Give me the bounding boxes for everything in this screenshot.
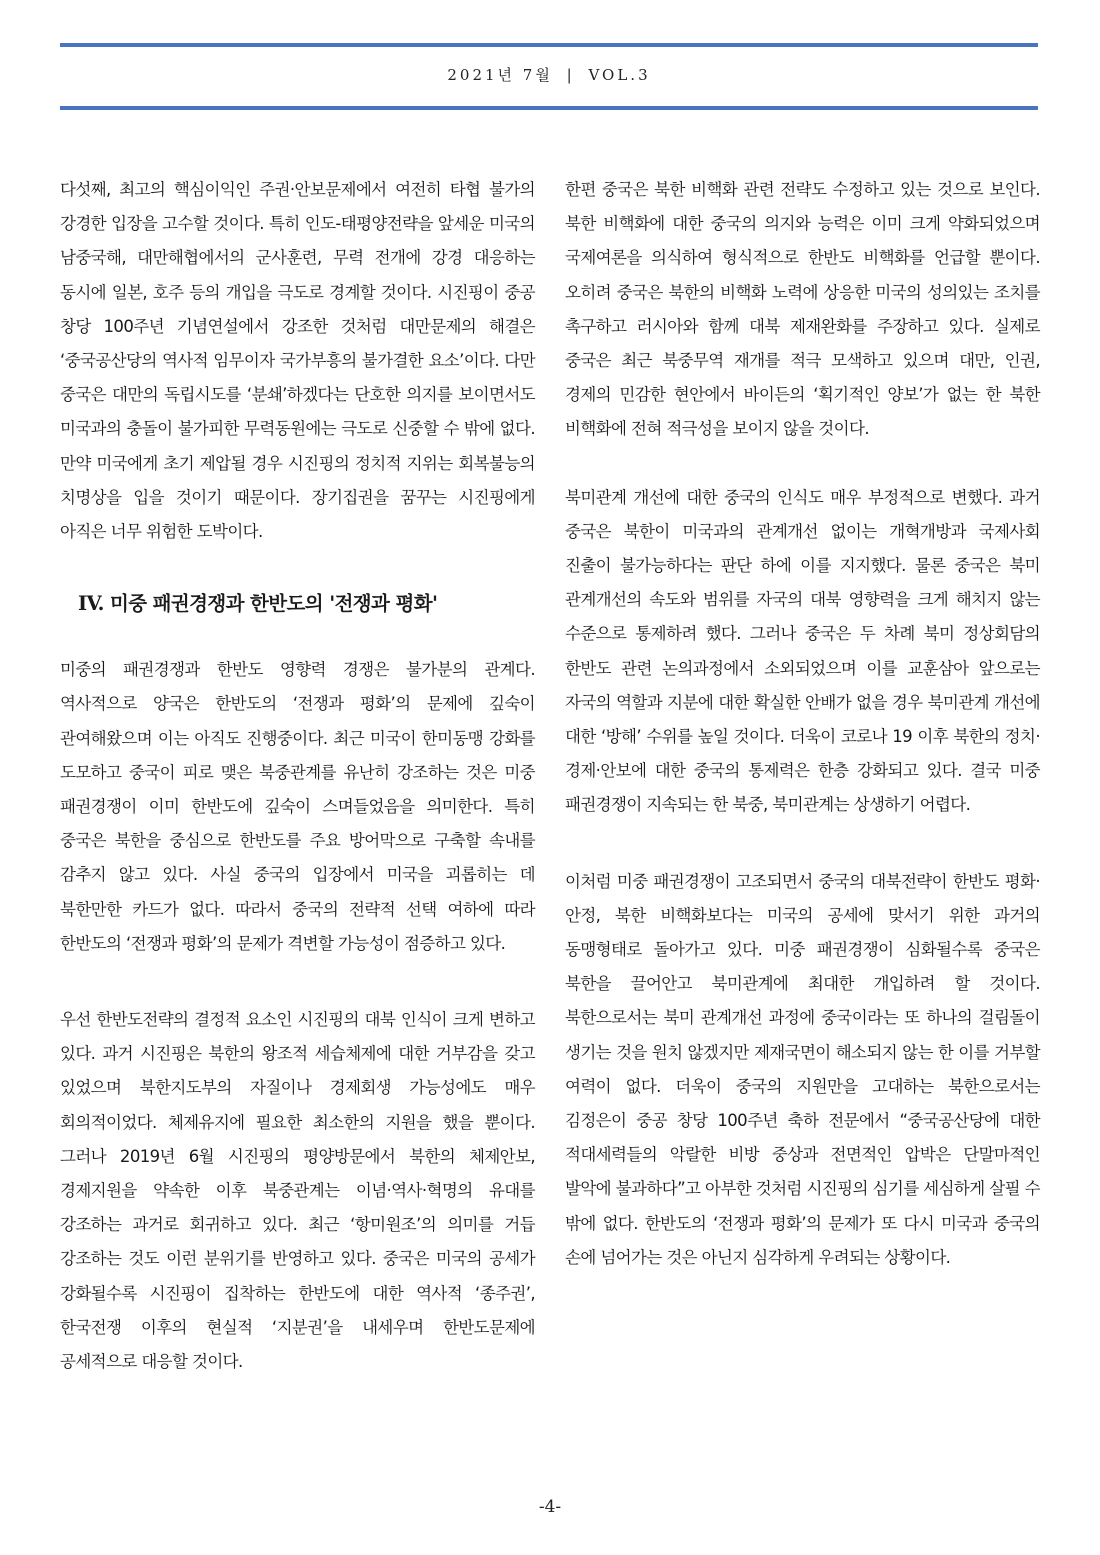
paragraph: 우선 한반도전략의 결정적 요소인 시진핑의 대북 인식이 크게 변하고 있다. 과거 시진핑은 북한의 왕조적 세습체제에 대한 거부감을 갖고 있었으며 북한지도부의 자질이나 경제회생 가능성에도 매우 회의적이었다. 체제유지에 필요한 최소한의 지원을 했을 뿐이다. 그러나 2019년 6월 시진핑의 평양방문에서 북한의 체제안보, 경제지원을 약속한 이후 북중관계는 이념·역사·혁명의 유대를 강조하는 과거로 회귀하고 있다. 최근 ‘항미원조’의 의미를 거듭 강조하는 것도 이런 분위기를 반영하고 있다. 중국은 미국의 공세가 강화될수록 시진핑이 집착하는 한반도에 대한 역사적 ‘종주권’, 한국전쟁 이후의 현실적 ‘지분권’을 내세우며 한반도문제에 공세적으로 대응할 것이다. — [60, 1010, 535, 1372]
right-column — [565, 173, 1040, 1275]
header-bottom-rule — [60, 106, 1038, 110]
paragraph: 다섯째, 최고의 핵심이익인 주권·안보문제에서 여전히 타협 불가의 강경한 입장을 고수할 것이다. 특히 인도-태평양전략을 앞세운 미국의 남중국해, 대만해협에서의 군사훈련, 무력 전개에 강경 대응하는 동시에 일본, 호주 등의 개입을 극도로 경계할 것이다. 시진핑이 중공 창당 100주년 기념연설에서 강조한 것처럼 대만문제의 해결은 ‘중국공산당의 역사적 임무이자 국가부흥의 불가결한 요소’이다. 다만 중국은 대만의 독립시도를 ‘분쇄’하겠다는 단호한 의지를 보이면서도 미국과의 충돌이 불가피한 무력동원에는 극도로 신중할 수 밖에 없다. 만약 미국에게 초기 제압될 경우 시진핑의 정치적 지위는 회복불능의 치명상을 입을 것이기 때문이다. 장기집권을 꿈꾸는 시진핑에게 아직은 너무 위험한 도박이다. — [60, 180, 535, 542]
header-top-rule — [60, 43, 1038, 47]
paragraph: 북미관계 개선에 대한 중국의 인식도 매우 부정적으로 변했다. 과거 중국은 북한이 미국과의 관계개선 없이는 개혁개방과 국제사회 진출이 불가능하다는 판단 하에 이를 지지했다. 물론 중국은 북미 관계개선의 속도와 범위를 자국의 대북 영향력을 크게 해치지 않는 수준으로 통제하려 했다. 그러나 중국은 두 차례 북미 정상회담의 한반도 관련 논의과정에서 소외되었으며 이를 교훈삼아 앞으로는 자국의 역할과 지분에 대한 확실한 안배가 없을 경우 북미관계 개선에 대한 ‘방해’ 수위를 높일 것이다. 더욱이 코로나 19 이후 북한의 정치·경제·안보에 대한 중국의 통제력은 한층 강화되고 있다. 결국 미중 패권경쟁이 지속되는 한 북중, 북미관계는 상생하기 어렵다. — [565, 487, 1040, 815]
page-number: -4- — [538, 1497, 562, 1517]
paragraph: 이처럼 미중 패권경쟁이 고조되면서 중국의 대북전략이 한반도 평화·안정, 북한 비핵화보다는 미국의 공세에 맞서기 위한 과거의 동맹형태로 돌아가고 있다. 미중 패권경쟁이 심화될수록 중국은 북한을 끌어안고 북미관계에 최대한 개입하려 할 것이다. 북한으로서는 북미 관계개선 과정에 중국이라는 또 하나의 걸림돌이 생기는 것을 원치 않겠지만 제재국면이 해소되지 않는 한 이를 거부할 여력이 없다. 더욱이 중국의 지원만을 고대하는 북한으로서는 김정은이 중공 창당 100주년 축하 전문에서 “중국공산당에 대한 적대세력들의 악랄한 비방 중상과 전면적인 압박은 단말마적인 발악에 불과하다”고 아부한 것처럼 시진핑의 심기를 세심하게 살필 수 밖에 없다. 한반도의 ‘전쟁과 평화’의 문제가 또 다시 미국과 중국의 손에 넘어가는 것은 아닌지 심각하게 우려되는 상황이다. — [565, 871, 1040, 1267]
header-date: 2021년 7월 — [447, 66, 553, 84]
paragraph: 미중의 패권경쟁과 한반도 영향력 경쟁은 불가분의 관계다. 역사적으로 양국은 한반도의 ‘전쟁과 평화’의 문제에 깊숙이 관여해왔으며 이는 아직도 진행중이다. 최근 미국이 한미동맹 강화를 도모하고 중국이 피로 맺은 북중관계를 유난히 강조하는 것은 미중 패권경쟁이 이미 한반도에 깊숙이 스며들었음을 의미한다. 특히 중국은 북한을 중심으로 한반도를 주요 방어막으로 구축할 속내를 감추지 않고 있다. 사실 중국의 입장에서 미국을 괴롭히는 데 북한만한 카드가 없다. 따라서 중국의 전략적 선택 여하에 따라 한반도의 ‘전쟁과 평화’의 문제가 격변할 가능성이 점증하고 있다. — [60, 660, 535, 953]
left-column — [60, 173, 535, 1379]
header-separator: | — [566, 66, 575, 84]
paragraph: 한편 중국은 북한 비핵화 관련 전략도 수정하고 있는 것으로 보인다. 북한 비핵화에 대한 중국의 의지와 능력은 이미 크게 약화되었으며 국제여론을 의식하여 형식적으로 한반도 비핵화를 언급할 뿐이다. 오히려 중국은 북한의 비핵화 노력에 상응한 미국의 성의있는 조치를 촉구하고 러시아와 함께 대북 제재완화를 주장하고 있다. 실제로 중국은 최근 북중무역 재개를 적극 모색하고 있으며 대만, 인권, 경제의 민감한 현안에서 바이든의 ‘획기적인 양보’가 없는 한 북한 비핵화에 전혀 적극성을 보이지 않을 것이다. — [565, 180, 1040, 439]
section-heading: IV. 미중 패권경쟁과 한반도의 '전쟁과 평화' — [78, 592, 438, 616]
page-header — [60, 64, 1038, 85]
header-volume: VOL.3 — [588, 66, 651, 84]
